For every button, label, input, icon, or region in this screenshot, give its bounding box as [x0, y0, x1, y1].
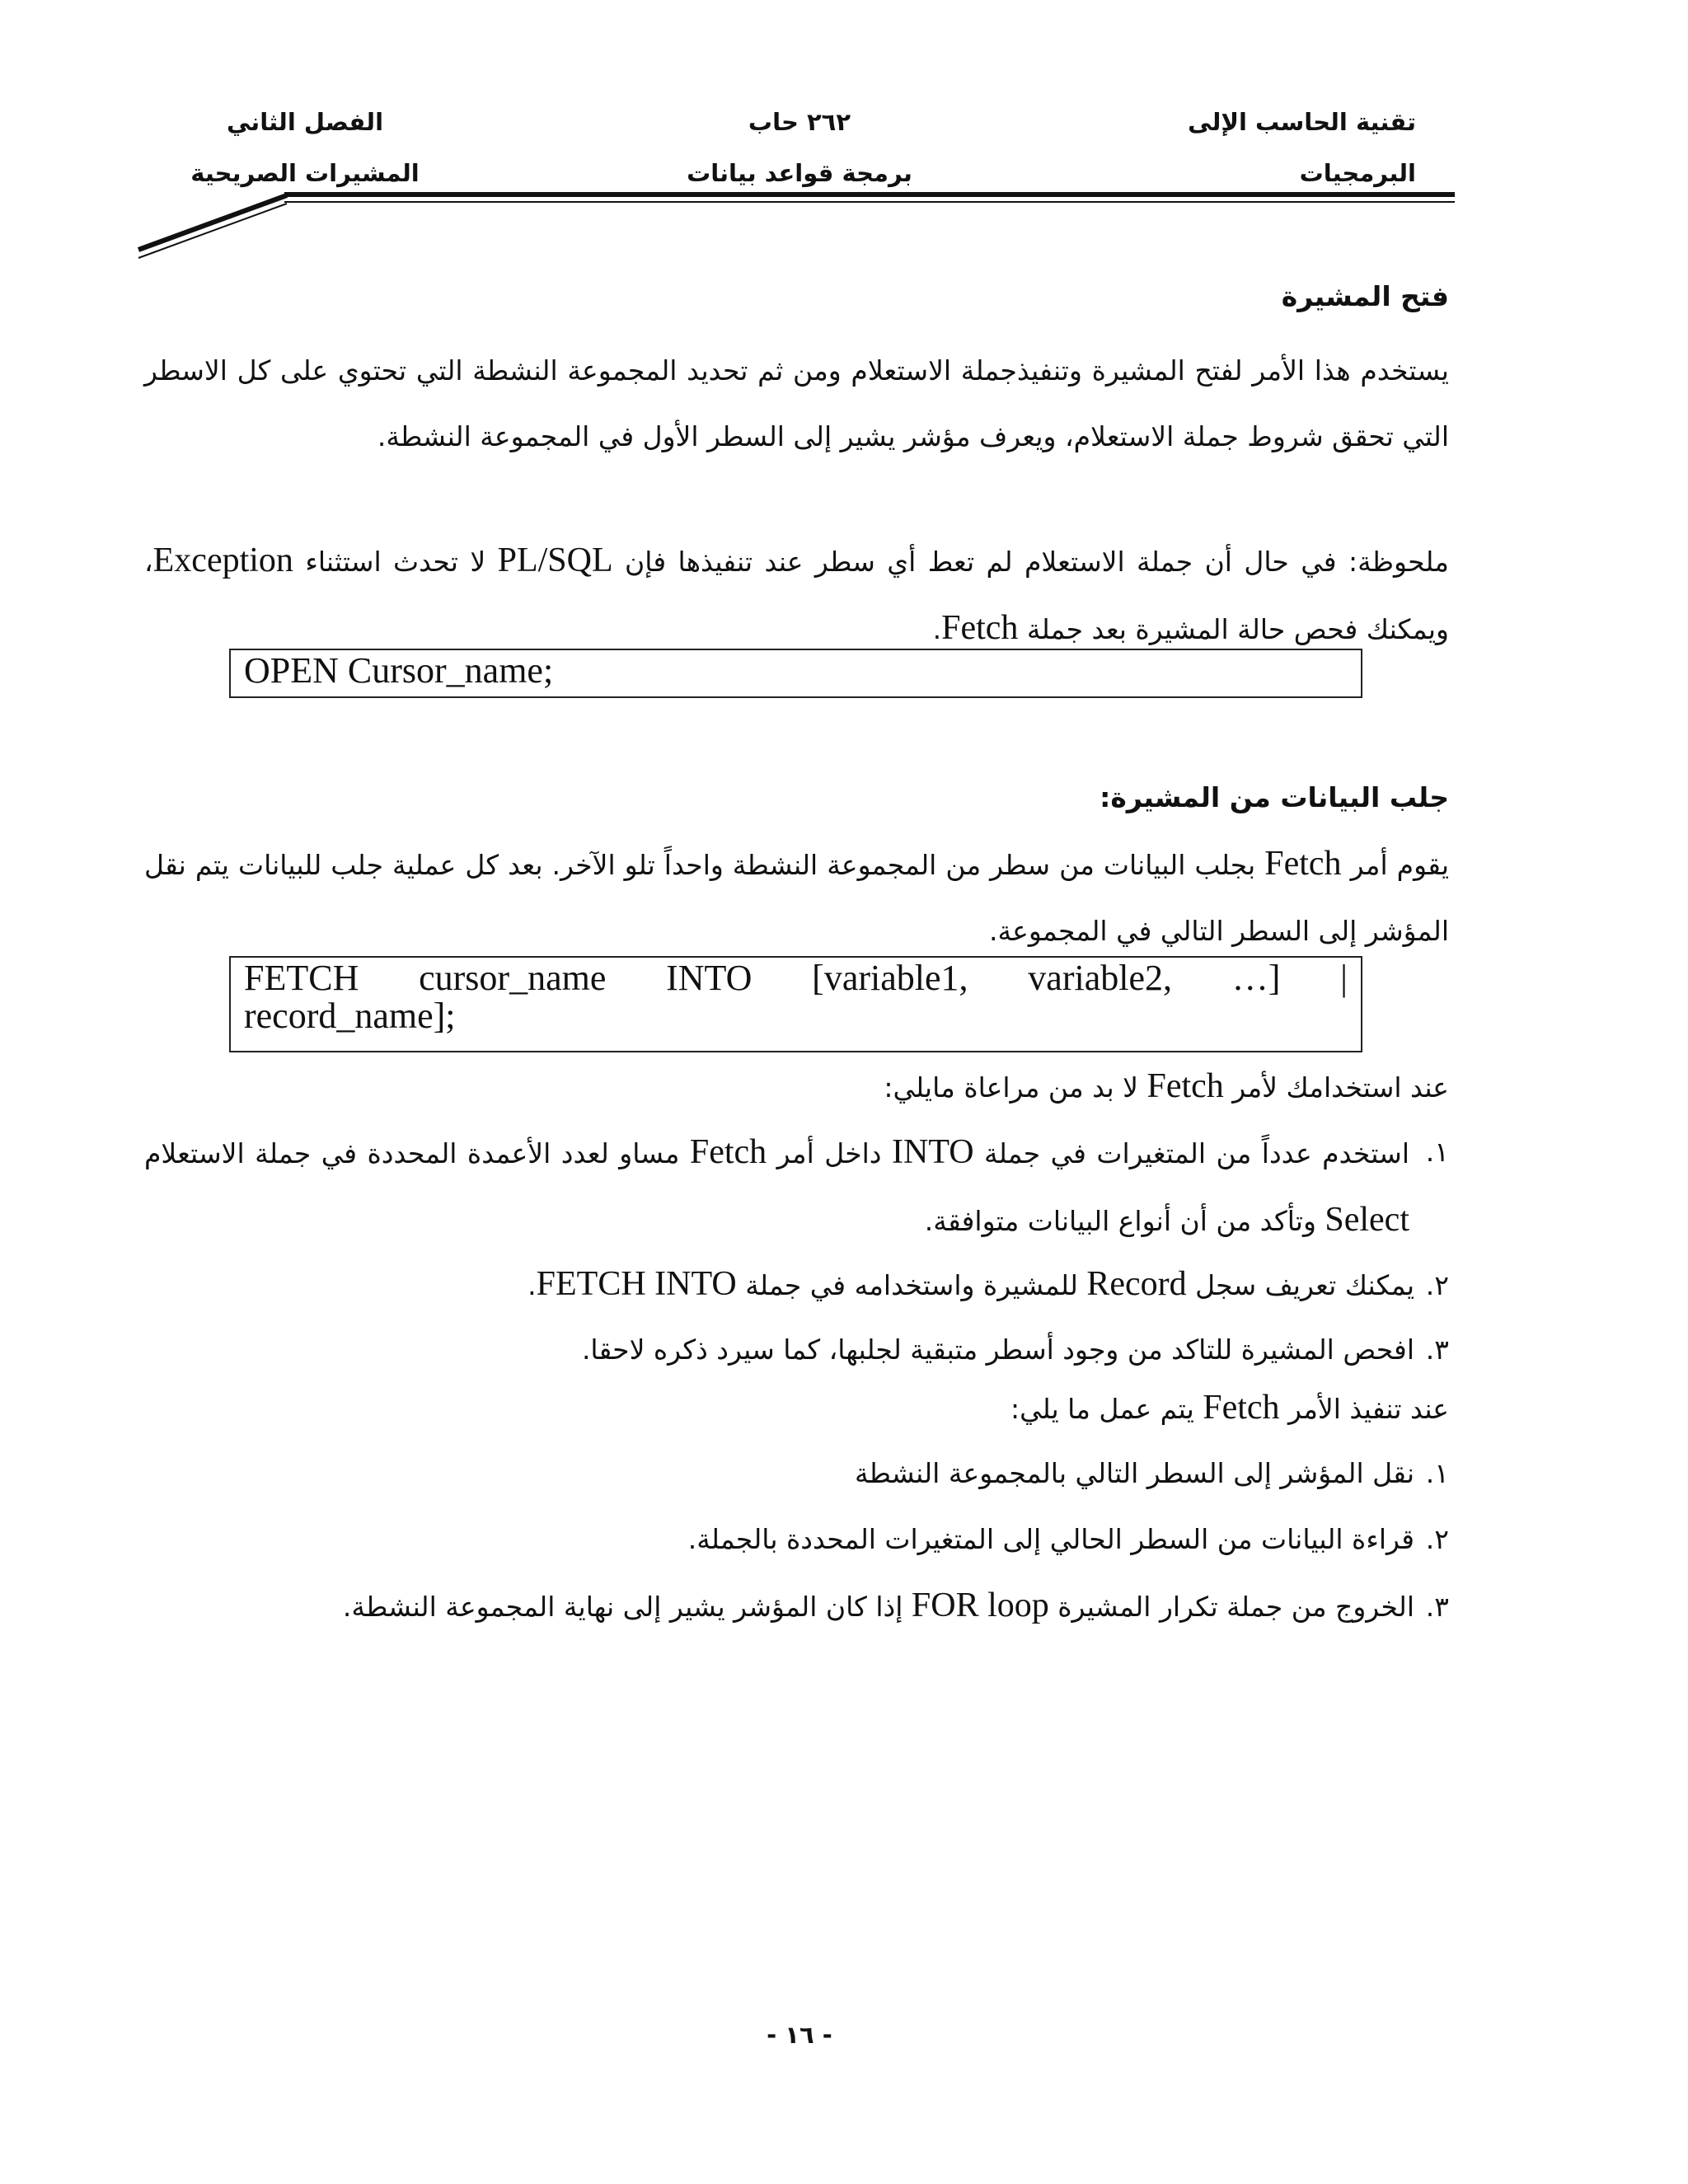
- execution-step-3-for-loop: FOR loop: [911, 1586, 1049, 1624]
- execution-step-3-text-c: إذا كان المؤشر يشير إلى نهاية المجموعة النشطة.: [342, 1591, 912, 1623]
- consideration-2-record: Record: [1086, 1265, 1187, 1303]
- execution-intro-text-2: يتم عمل ما يلي:: [1010, 1393, 1203, 1425]
- section-heading-open-cursor: فتح المشيرة: [1281, 280, 1449, 312]
- header-chapter: الفصل الثاني: [226, 108, 384, 136]
- consideration-number-3: ٣.: [1425, 1333, 1449, 1366]
- consideration-item-3: [582, 1317, 1449, 1383]
- execution-step-3: [343, 1572, 1449, 1640]
- consideration-number-1: ١.: [1425, 1136, 1449, 1168]
- consideration-1-into: INTO: [892, 1133, 974, 1171]
- fetch-paragraph: [144, 831, 1449, 964]
- note-fetch: Fetch: [941, 609, 1019, 647]
- header-department: تقنية الحاسب الإلى: [1188, 108, 1416, 136]
- note-text-3: ، ويمكنك فحص حالة المشيرة بعد جملة: [144, 546, 1449, 645]
- fetch-text-2: بجلب البيانات من سطر من المجموعة النشطة واحداً تلو الآخر. بعد كل عملية جلب للبيانات يتم نقل المؤشر إلى السطر التالي في المجموعة.: [144, 849, 1449, 947]
- execution-step-3-text-a: الخروج من جملة تكرار المشيرة: [1048, 1591, 1414, 1623]
- header-chapter-title: المشيرات الصريحية: [190, 159, 420, 187]
- header-course-code: ٢٦٢ حاب: [748, 108, 851, 136]
- considerations-intro-text-1: عند استخدامك لأمر: [1223, 1071, 1449, 1104]
- open-paragraph: يستخدم هذا الأمر لفتح المشيرة وتنفيذجملة الاستعلام ومن ثم تحديد المجموعة النشطة التي تحتوي على كل الاسطر التي تحقق شروط جملة الاستعلام، ويعرف مؤشر يشير إلى السطر الأول في المجموعة النشطة.: [144, 354, 1449, 452]
- consideration-1-text-a: استخدم عدداً من المتغيرات في جملة: [973, 1137, 1409, 1169]
- execution-intro: [1010, 1375, 1449, 1442]
- code-fetch-line-2: record_name];: [244, 996, 456, 1036]
- consideration-item-1: [144, 1119, 1449, 1254]
- consideration-1-text-c: داخل أمر: [767, 1137, 892, 1169]
- consideration-2-text-e: .: [528, 1269, 537, 1301]
- header-rule-thick: [284, 192, 1455, 197]
- consideration-2-fetch-into: FETCH INTO: [536, 1265, 737, 1303]
- header-specialization: البرمجيات: [1299, 159, 1416, 187]
- fetch-text-1: يقوم أمر: [1341, 849, 1450, 881]
- page-number: - ١٦ -: [767, 2021, 832, 2049]
- considerations-intro: [884, 1053, 1449, 1121]
- note-text-1: ملحوظة: في حال أن جملة الاستعلام لم تعط أي سطر عند تنفيذها فإن: [612, 546, 1449, 578]
- execution-number-1: ١.: [1425, 1457, 1449, 1489]
- consideration-1-text-e: مساو لعدد الأعمدة المحددة في جملة الاستعلام: [144, 1137, 690, 1169]
- execution-number-3: ٣.: [1425, 1591, 1449, 1623]
- consideration-1-text-g: وتأكد من أن أنواع البيانات متوافقة.: [924, 1205, 1325, 1237]
- note-end: .: [932, 613, 942, 645]
- consideration-number-2: ٢.: [1425, 1269, 1449, 1301]
- header-rule-thin: [284, 201, 1455, 203]
- consideration-item-2: [528, 1251, 1449, 1319]
- fetch-keyword: Fetch: [1264, 845, 1342, 883]
- considerations-intro-text-2: لا بد من مراعاة مايلي:: [884, 1071, 1147, 1104]
- section-heading-fetch: جلب البيانات من المشيرة:: [1100, 781, 1449, 813]
- consideration-2-text-a: يمكنك تعريف سجل: [1186, 1269, 1414, 1301]
- header-course-name: برمجة قواعد بيانات: [687, 159, 912, 187]
- code-fetch-line-1: FETCH cursor_name INTO [variable1, variable2, …] |: [244, 958, 1348, 998]
- execution-step-2: [688, 1507, 1449, 1572]
- code-open-line: OPEN Cursor_name;: [244, 650, 554, 691]
- header-slant-lines: [132, 185, 297, 260]
- consideration-1-select: Select: [1325, 1201, 1409, 1239]
- consideration-2-text-c: للمشيرة واستخدامه في جملة: [736, 1269, 1087, 1301]
- open-note: [144, 527, 1449, 663]
- code-box-fetch: [229, 956, 1362, 1052]
- code-box-open: [229, 649, 1362, 698]
- execution-step-2-text: قراءة البيانات من السطر الحالي إلى المتغيرات المحددة بالجملة.: [687, 1523, 1414, 1555]
- note-text-2: لا تحدث استثناء: [293, 546, 498, 578]
- considerations-intro-fetch: Fetch: [1146, 1067, 1224, 1105]
- execution-step-1-text: نقل المؤشر إلى السطر التالي بالمجموعة النشطة: [854, 1457, 1414, 1489]
- note-plsql: PL/SQL: [497, 541, 613, 579]
- execution-intro-text-1: عند تنفيذ الأمر: [1279, 1393, 1449, 1425]
- consideration-3-text: افحص المشيرة للتاكد من وجود أسطر متبقية لجلبها، كما سيرد ذكره لاحقا.: [581, 1333, 1414, 1366]
- execution-intro-fetch: Fetch: [1203, 1389, 1280, 1427]
- execution-step-1: [855, 1441, 1449, 1507]
- execution-number-2: ٢.: [1425, 1523, 1449, 1555]
- consideration-1-fetch: Fetch: [689, 1133, 767, 1171]
- note-exception: Exception: [152, 541, 293, 579]
